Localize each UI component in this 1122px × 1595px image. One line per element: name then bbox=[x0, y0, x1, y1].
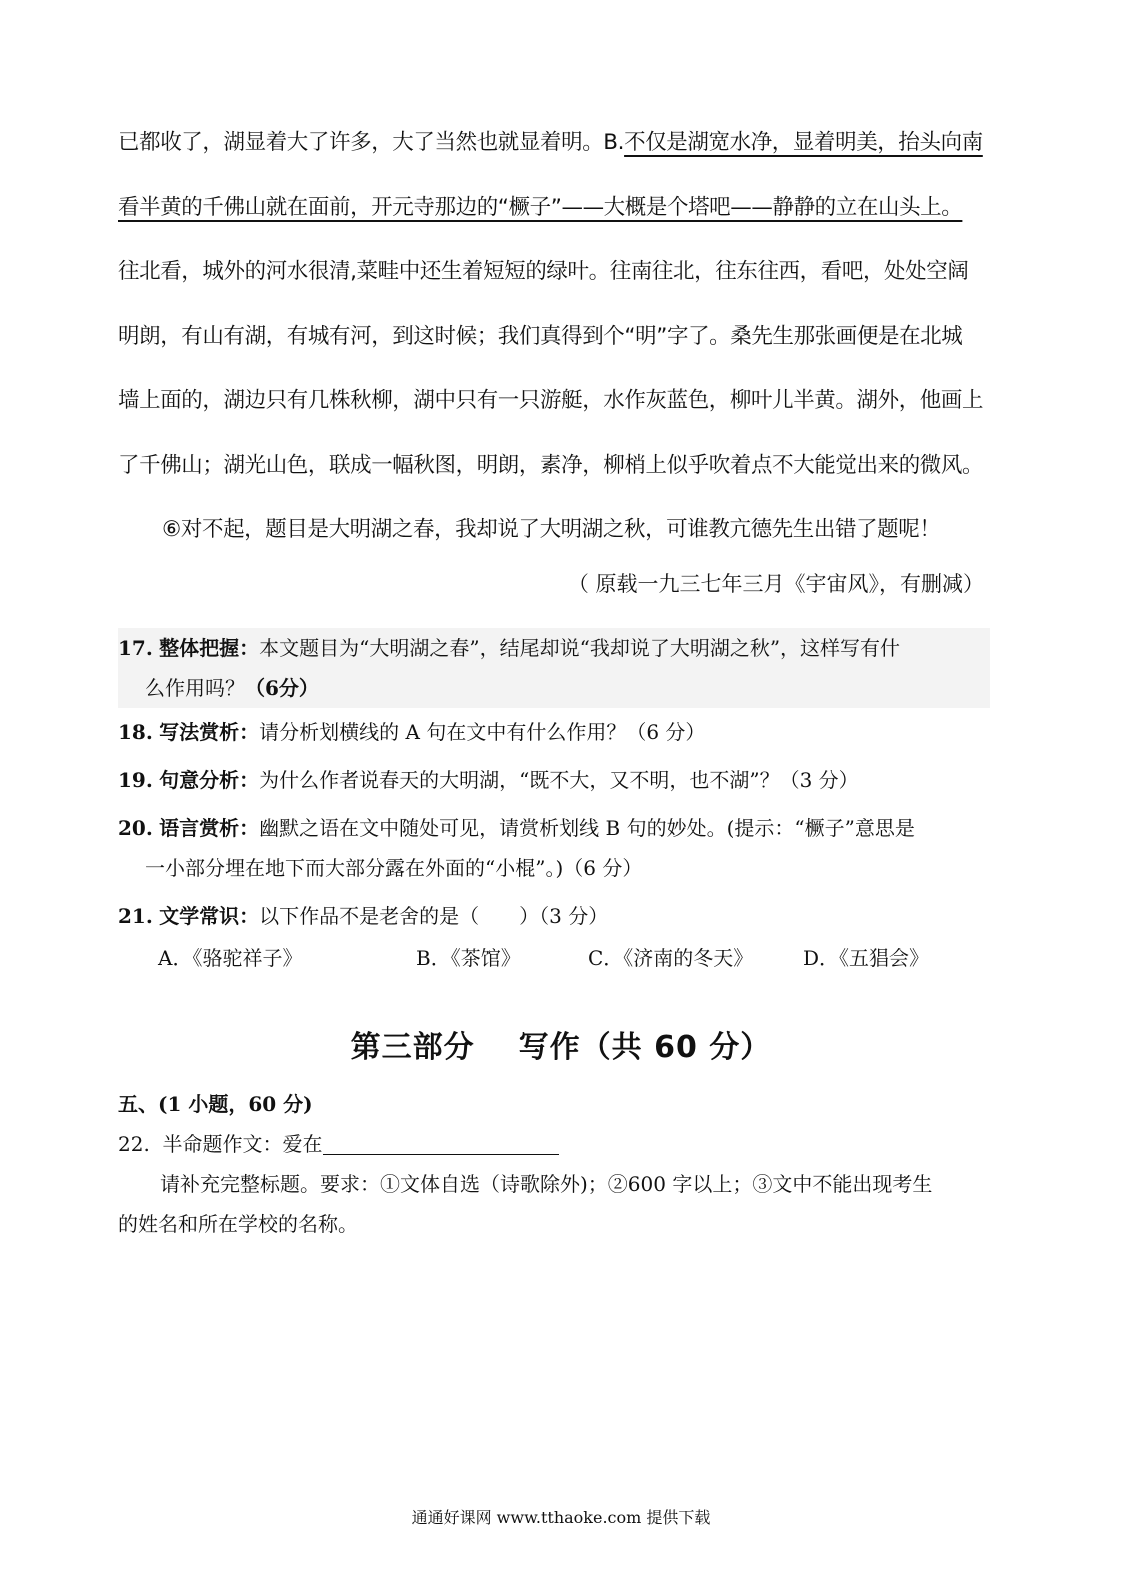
option-c: C．《济南的冬天》 bbox=[588, 946, 754, 970]
reading-passage bbox=[118, 118, 993, 570]
writing-requirements bbox=[118, 1164, 993, 1244]
section-part: 第三部分 bbox=[350, 1030, 475, 1065]
question-label: 语言赏析： bbox=[159, 816, 260, 840]
question-text-cont: 一小部分埋在地下而大部分露在外面的“小棍”。)（6 分） bbox=[145, 856, 643, 880]
title-blank bbox=[323, 1130, 559, 1155]
question-score: （6分） bbox=[245, 676, 319, 700]
question-label: 写法赏析： bbox=[159, 720, 260, 744]
question-label: 整体把握： bbox=[159, 636, 260, 660]
underlined-sentence-b-cont: 看半黄的千佛山就在面前，开元寺那边的“橛子”——大概是个塔吧——静静的立在山头上。 bbox=[118, 194, 963, 220]
question-22 bbox=[118, 1124, 559, 1164]
question-text: 幽默之语在文中随处可见，请赏析划线 B 句的妙处。(提示：“橛子”意思是 bbox=[259, 816, 915, 840]
question-19 bbox=[118, 760, 998, 800]
requirements-line-1: 请补充完整标题。要求：①文体自选（诗歌除外)；②600 字以上；③文中不能出现考生 bbox=[160, 1172, 933, 1196]
question-21 bbox=[118, 896, 998, 936]
question-text: 本文题目为“大明湖之春”，结尾却说“我却说了大明湖之秋”，这样写有什 bbox=[259, 636, 901, 660]
option-d: D．《五猖会》 bbox=[803, 946, 930, 970]
passage-source: （ 原载一九三七年三月《宇宙风》，有删减） bbox=[567, 572, 984, 596]
section-title bbox=[0, 1026, 1122, 1070]
question-20 bbox=[118, 808, 998, 888]
option-a: A．《骆驼祥子》 bbox=[158, 946, 303, 970]
question-number: 21. bbox=[118, 904, 153, 928]
question-number: 18. bbox=[118, 720, 153, 744]
question-text: 为什么作者说春天的大明湖，“既不大，又不明，也不湖”？（3 分） bbox=[259, 768, 859, 792]
passage-line-5: 墙上面的，湖边只有几株秋柳，湖中只有一只游艇，水作灰蓝色，柳叶儿半黄。湖外，他画上 bbox=[118, 388, 984, 413]
passage-line-4: 明朗，有山有湖，有城有河，到这时候；我们真得到个“明”字了。桑先生那张画便是在北城 bbox=[118, 323, 963, 349]
question-number: 17. bbox=[118, 636, 153, 660]
question-number: 20. bbox=[118, 816, 153, 840]
passage-line-3: 往北看，城外的河水很清,菜畦中还生着短短的绿叶。往南往北，往东往西，看吧，处处空阔 bbox=[118, 259, 969, 284]
question-text: 半命题作文：爱在 bbox=[162, 1132, 323, 1156]
question-text: 以下作品不是老舍的是（ ）（3 分） bbox=[259, 904, 609, 928]
page-footer: 通通好课网 www.tthaoke.com 提供下载 bbox=[411, 1508, 711, 1527]
writing-heading: 五、(1 小题，60 分) bbox=[118, 1092, 313, 1116]
question-number: 22. bbox=[118, 1132, 150, 1156]
question-number: 19. bbox=[118, 768, 153, 792]
passage-line-6: 了千佛山；湖光山色，联成一幅秋图，明朗，素净，柳梢上似乎吹着点不大能觉出来的微风。 bbox=[118, 452, 984, 478]
question-label: 文学常识： bbox=[159, 904, 260, 928]
question-18 bbox=[118, 712, 998, 752]
question-label: 句意分析： bbox=[159, 768, 260, 792]
requirements-line-2: 的姓名和所在学校的名称。 bbox=[118, 1212, 358, 1236]
passage-paragraph-6: ⑥对不起，题目是大明湖之春，我却说了大明湖之秋，可谁教亢德先生出错了题呢！ bbox=[162, 517, 941, 542]
question-17 bbox=[118, 628, 990, 708]
section-heading: 写作（共 60 分） bbox=[518, 1030, 772, 1065]
underlined-sentence-b: 不仅是湖宽水净，显着明美，抬头向南 bbox=[624, 130, 983, 155]
passage-line-2 bbox=[118, 183, 993, 248]
question-text-cont: 么作用吗？ bbox=[145, 676, 245, 700]
option-b: B．《茶馆》 bbox=[416, 946, 521, 970]
question-text: 请分析划横线的 A 句在文中有什么作用？（6 分） bbox=[259, 720, 706, 744]
passage-line-1: 已都收了，湖显着大了许多，大了当然也就显着明。B.不仅是湖宽水净，显着明美，抬头向南 bbox=[118, 130, 983, 155]
